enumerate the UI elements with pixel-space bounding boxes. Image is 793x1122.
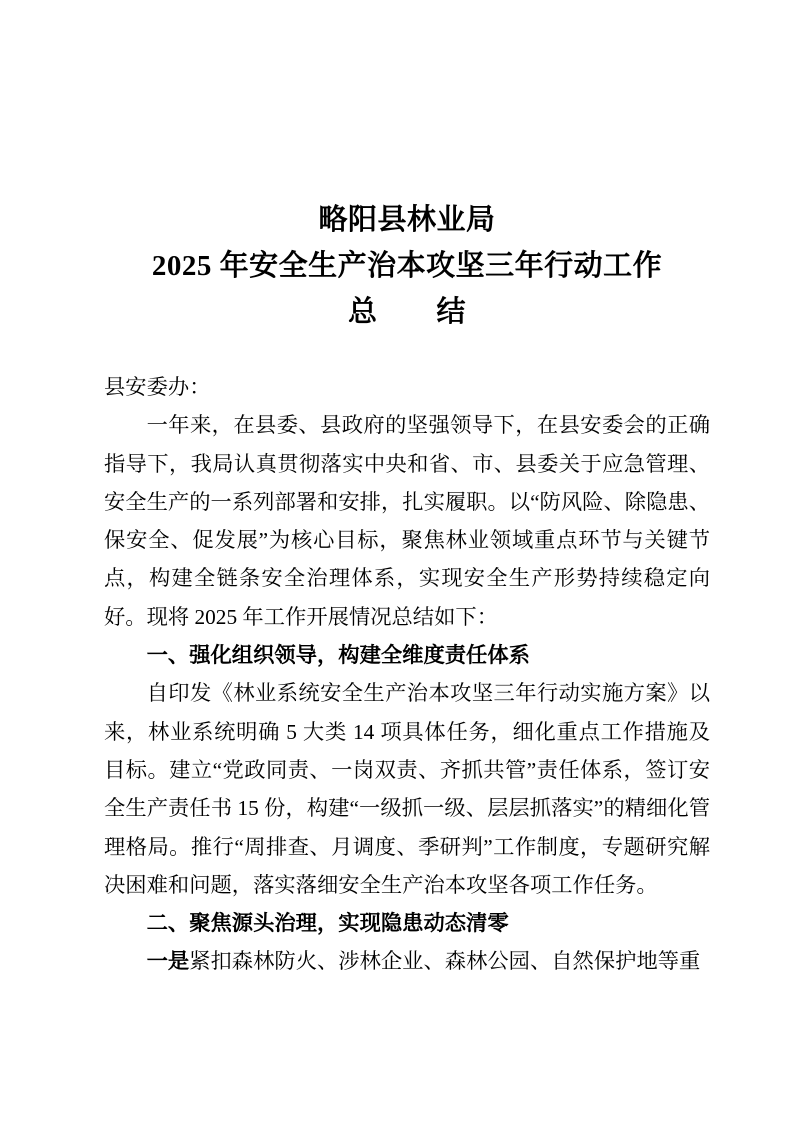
title-line-organization: 略阳县林业局 (318, 204, 496, 236)
section-2-heading: 二、聚焦源头治理，实现隐患动态清零 (146, 911, 509, 936)
title-line-subject: 2025 年安全生产治本攻坚三年行动工作 (151, 250, 663, 282)
document-title (104, 197, 710, 335)
title-line-doctype: 总 结 (347, 296, 466, 328)
paragraph-section-2 (104, 942, 710, 980)
paragraph-lead-marker: 一是 (146, 949, 190, 974)
paragraph-section-1: 自印发《林业系统安全生产治本攻坚三年行动实施方案》以来，林业系统明确 5 大类 14 项具体任务，细化重点工作措施及目标。建立“党政同责、一岗双责、齐抓共管”责任体系，签订安全生产责任书 15 份，构建“一级抓一级、层层抓落实”的精细化管理格局。推行“周排查、月调度、季研判”工作制度，专题研究解决困难和问题，落实落细安全生产治本攻坚各项工作任务。 (104, 681, 710, 897)
paragraph-section-2-text: 紧扣森林防火、涉林企业、森林公园、自然保护地等重 (189, 949, 701, 974)
document-body (104, 368, 710, 981)
section-1-heading: 一、强化组织领导，构建全维度责任体系 (146, 643, 530, 668)
paragraph-intro: 一年来，在县委、县政府的坚强领导下，在县安委会的正确指导下，我局认真贯彻落实中央和省、市、县委关于应急管理、安全生产的一系列部署和安排，扎实履职。以“防风险、除隐患、保安全、促发展”为核心目标，聚焦林业领域重点环节与关键节点，构建全链条安全治理体系，实现安全生产形势持续稳定向好。现将 2025 年工作开展情况总结如下： (104, 413, 710, 629)
salutation: 县安委办： (104, 375, 211, 399)
